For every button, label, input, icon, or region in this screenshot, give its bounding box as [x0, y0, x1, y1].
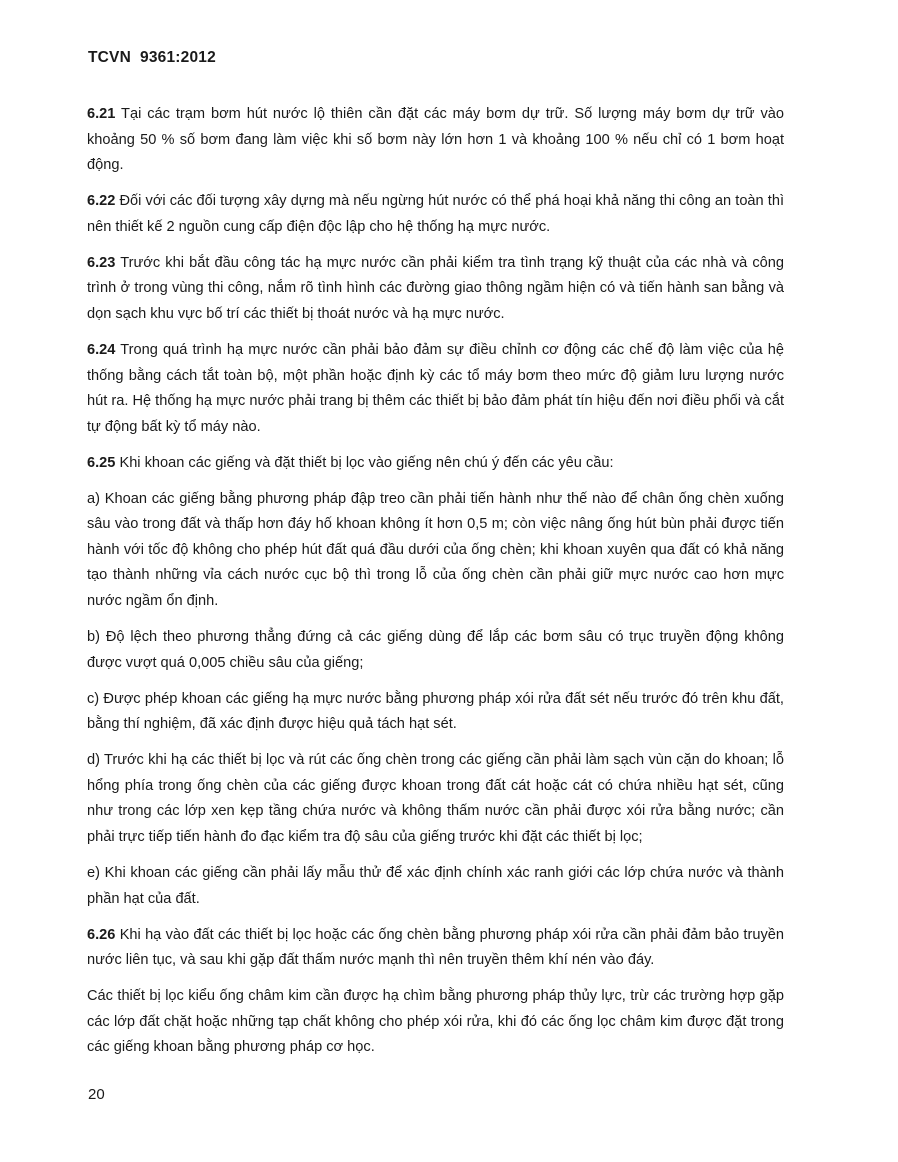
paragraph-6-23	[87, 251, 784, 328]
paragraph-6-25	[87, 451, 784, 477]
paragraph-6-21	[87, 102, 784, 179]
clause-number: 6.21	[87, 106, 116, 122]
document-body	[87, 102, 784, 1071]
paragraph-text: Tại các trạm bơm hút nước lộ thiên cần đặt các máy bơm dự trữ. Số lượng máy bơm dự trữ vào khoảng 50 % số bơm đang làm việc khi số bơm này lớn hơn 1 và khoảng 100 % nếu chỉ có 1 bơm hoạt động.	[87, 106, 784, 174]
list-item-e	[87, 861, 784, 912]
list-item-b	[87, 625, 784, 676]
clause-number: 6.23	[87, 254, 116, 271]
paragraph-text: c) Được phép khoan các giếng hạ mực nước bằng phương pháp xói rửa đất sét nếu trước đó trên khu đất, bằng thí nghiệm, đã xác định được hiệu quả tách hạt sét.	[87, 690, 784, 733]
paragraph-text: Đối với các đối tượng xây dựng mà nếu ngừng hút nước có thể phá hoại khả năng thi công an toàn thì nên thiết kế 2 nguồn cung cấp điện độc lập cho hệ thống hạ mực nước.	[87, 193, 784, 235]
paragraph-text: Khi hạ vào đất các thiết bị lọc hoặc các ống chèn bằng phương pháp xói rửa cần phải đảm bảo truyền nước liên tục, và sau khi gặp đất thấm nước mạnh thì nên truyền thêm khí nén vào đáy.	[87, 926, 784, 969]
paragraph-text: e) Khi khoan các giếng cần phải lấy mẫu thử để xác định chính xác ranh giới các lớp chứa nước và thành phần hạt của đất.	[87, 864, 784, 907]
paragraph-text: Trong quá trình hạ mực nước cần phải bảo đảm sự điều chỉnh cơ động các chế độ làm việc của hệ thống bằng cách tắt toàn bộ, một phần hoặc định kỳ các tổ máy bơm theo mức độ giảm lưu lượng nước hút ra. Hệ thống hạ mực nước phải trang bị thêm các thiết bị bảo đảm phát tín hiệu đến nơi điều phối và cắt tự động bất kỳ tổ máy nào.	[87, 341, 784, 435]
clause-number: 6.24	[87, 341, 116, 358]
paragraph-text: Trước khi bắt đầu công tác hạ mực nước cần phải kiểm tra tình trạng kỹ thuật của các nhà và công trình ở trong vùng thi công, nắm rõ tình hình các đường giao thông ngầm hiện có và tiến hành san bằng và dọn sạch khu vực bố trí các thiết bị thoát nước và hạ mực nước.	[87, 254, 784, 322]
paragraph-text: b) Độ lệch theo phương thẳng đứng cả các giếng dùng để lắp các bơm sâu có trục truyền động không được vượt quá 0,005 chiều sâu của giếng;	[87, 629, 784, 671]
paragraph-6-26-continued	[87, 984, 784, 1061]
clause-number: 6.26	[87, 926, 116, 943]
paragraph-6-22	[87, 189, 784, 240]
list-item-d	[87, 748, 784, 850]
standard-code-header: TCVN 9361:2012	[88, 49, 216, 66]
page-number: 20	[88, 1086, 105, 1103]
paragraph-6-24	[87, 338, 784, 440]
paragraph-text: Khi khoan các giếng và đặt thiết bị lọc vào giếng nên chú ý đến các yêu cầu:	[115, 454, 614, 471]
list-item-a	[87, 487, 784, 615]
paragraph-text: Các thiết bị lọc kiểu ống châm kim cần được hạ chìm bằng phương pháp thủy lực, trừ các trường hợp gặp các lớp đất chặt hoặc những tạp chất không cho phép xói rửa, khi đó các ống lọc châm kim được đặt trong các giếng khoan bằng phương pháp cơ học.	[87, 988, 784, 1056]
paragraph-6-26	[87, 923, 784, 974]
paragraph-text: a) Khoan các giếng bằng phương pháp đập treo cần phải tiến hành như thế nào để chân ống chèn xuống sâu vào trong đất và thấp hơn đáy hố khoan không ít hơn 0,5 m; còn việc nâng ống hút bùn phải được tiến hành với tốc độ không cho phép hút đất quá đầu dưới của ống chèn; khi khoan xuyên qua đất có khả năng tạo thành những vỉa cách nước cục bộ thì trong lỗ của ống chèn cần phải giữ mực nước cao hơn mực nước ngầm ổn định.	[87, 490, 784, 610]
clause-number: 6.22	[87, 193, 116, 210]
clause-number: 6.25	[87, 454, 116, 471]
paragraph-text: d) Trước khi hạ các thiết bị lọc và rút các ống chèn trong các giếng cần phải làm sạch vùn cặn do khoan; lỗ hổng phía trong ống chèn của các giếng được khoan trong đất cát hoặc cát có chứa nhiều hạt sét, cũng như trong các lớp xen kẹp tầng chứa nước và không thấm nước cần phải được xói rửa bằng nước; cần phải trực tiếp tiến hành đo đạc kiểm tra độ sâu của giếng trước khi đặt các thiết bị lọc;	[87, 752, 784, 845]
list-item-c	[87, 687, 784, 738]
